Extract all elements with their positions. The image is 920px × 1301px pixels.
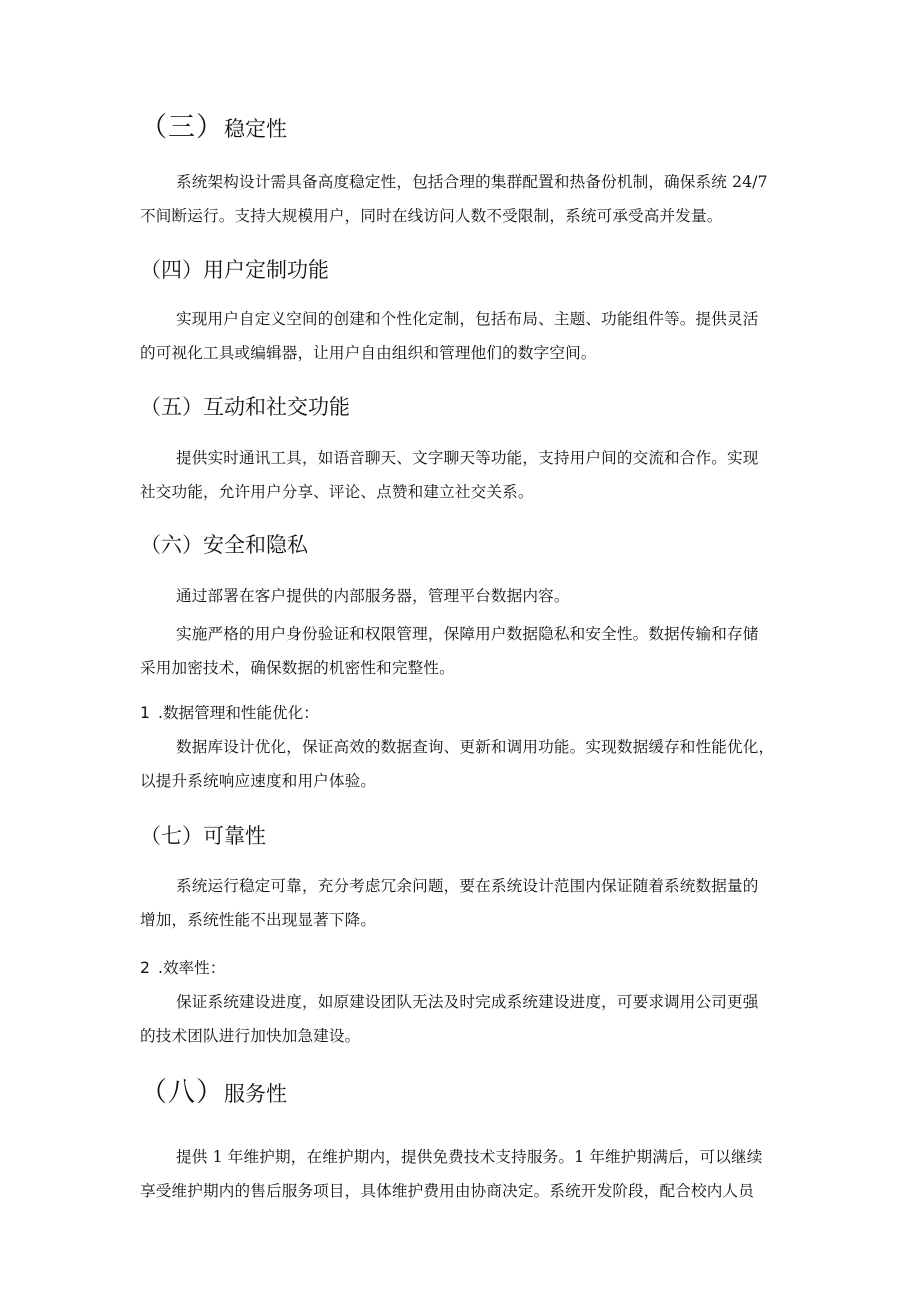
paragraph-line: 不间断运行。支持大规模用户，同时在线访问人数不受限制，系统可承受高并发量。 [140, 207, 723, 225]
paragraph-line: 保证系统建设进度，如原建设团队无法及时完成系统建设进度，可要求调用公司更强 [176, 993, 759, 1011]
paragraph-line: 的可视化工具或编辑器，让用户自由组织和管理他们的数字空间。 [140, 344, 597, 362]
heading-security-privacy [140, 530, 800, 560]
paragraph-line: 系统架构设计需具备高度稳定性，包括合理的集群配置和热备份机制，确保系统 24/7 [176, 173, 768, 191]
heading-marker: （三） [140, 112, 224, 143]
paragraph-line: 通过部署在客户提供的内部服务器，管理平台数据内容。 [176, 587, 570, 605]
paragraph-stability [140, 165, 800, 233]
heading-reliability [140, 821, 800, 851]
heading-user-customization [140, 255, 800, 285]
heading-marker: （五） [140, 395, 203, 419]
item-number: 1 [140, 704, 150, 722]
item-label: .数据管理和性能优化： [158, 704, 319, 722]
heading-service [140, 1078, 800, 1109]
paragraph-line: 的技术团队进行加快加急建设。 [140, 1027, 361, 1045]
numbered-item-2 [140, 956, 800, 980]
paragraph-interaction-social [140, 441, 800, 509]
heading-marker: （六） [140, 533, 203, 557]
paragraph-line: 提供实时通讯工具，如语音聊天、文字聊天等功能，支持用户间的交流和合作。实现 [176, 449, 759, 467]
paragraph-line: 提供 1 年维护期，在维护期内，提供免费技术支持服务。1 年维护期满后，可以继续 [176, 1148, 763, 1166]
heading-marker: （八） [140, 1077, 224, 1108]
item-number: 2 [140, 959, 150, 977]
heading-marker: （四） [140, 258, 203, 282]
heading-title: 互动和社交功能 [203, 395, 350, 419]
heading-title: 服务性 [224, 1082, 287, 1106]
paragraph-user-customization [140, 302, 800, 370]
paragraph-service [140, 1140, 800, 1208]
heading-title: 稳定性 [224, 117, 287, 141]
numbered-item-1 [140, 701, 800, 725]
heading-stability [140, 113, 800, 144]
paragraph-data-management [140, 730, 800, 798]
heading-title: 用户定制功能 [203, 258, 329, 282]
heading-interaction-social [140, 392, 800, 422]
paragraph-line: 系统运行稳定可靠，充分考虑冗余问题，要在系统设计范围内保证随着系统数据量的 [176, 877, 759, 895]
paragraph-line: 实施严格的用户身份验证和权限管理，保障用户数据隐私和安全性。数据传输和存储 [176, 625, 759, 643]
paragraph-security [140, 617, 800, 685]
paragraph-reliability [140, 869, 800, 937]
paragraph-line: 享受维护期内的售后服务项目，具体维护费用由协商决定。系统开发阶段，配合校内人员 [140, 1182, 755, 1200]
heading-marker: （七） [140, 824, 203, 848]
heading-title: 安全和隐私 [203, 533, 308, 557]
heading-title: 可靠性 [203, 824, 266, 848]
paragraph-line: 实现用户自定义空间的创建和个性化定制，包括布局、主题、功能组件等。提供灵活 [176, 310, 759, 328]
paragraph-line: 社交功能，允许用户分享、评论、点赞和建立社交关系。 [140, 483, 534, 501]
paragraph-line: 采用加密技术，确保数据的机密性和完整性。 [140, 659, 455, 677]
paragraph-line: 增加，系统性能不出现显著下降。 [140, 911, 377, 929]
paragraph-deployment [140, 579, 800, 613]
paragraph-line: 以提升系统响应速度和用户体验。 [140, 772, 377, 790]
item-label: .效率性： [158, 959, 226, 977]
paragraph-efficiency [140, 985, 800, 1053]
paragraph-line: 数据库设计优化，保证高效的数据查询、更新和调用功能。实现数据缓存和性能优化， [176, 738, 775, 756]
